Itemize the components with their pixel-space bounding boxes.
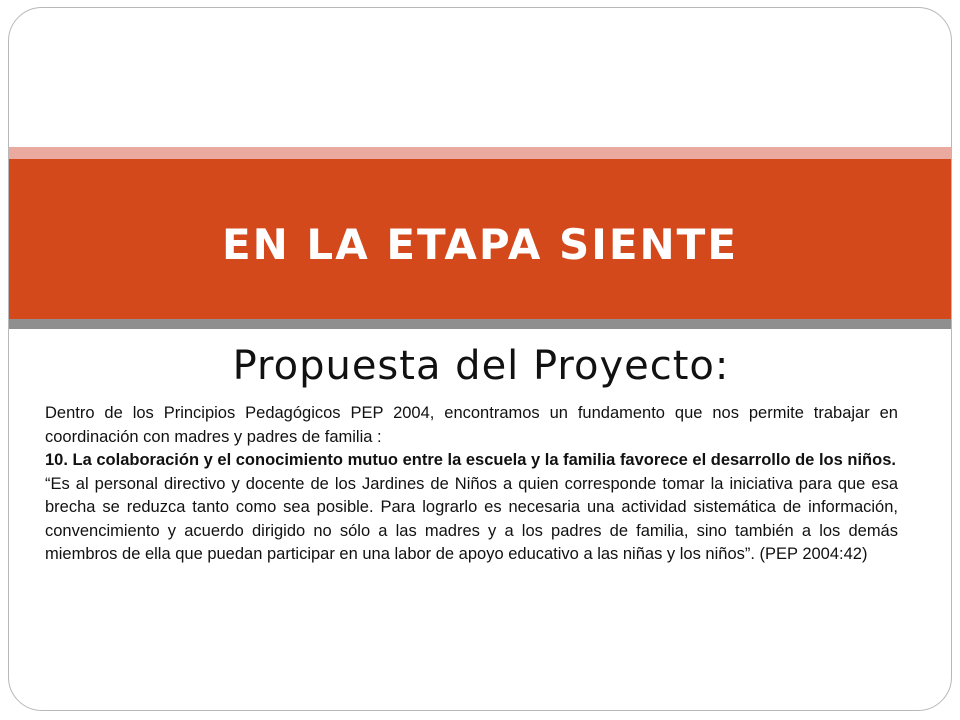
intro-paragraph: Dentro de los Principios Pedagógicos PEP 2004, encontramos un fundamento que nos permite trabajar en coordinación con madres y padres de familia : <box>45 404 898 446</box>
band-bottom-stripe <box>9 319 951 329</box>
quote-paragraph: “Es al personal directivo y docente de los Jardines de Niños a quien corresponde tomar la iniciativa para que esa brecha se reduzca tanto como sea posible. Para lograrlo es necesaria una actividad sistemática de información, convencimiento y acuerdo dirigido no sólo a las madres y a los padres de familia, sino también a los demás miembros de ella que puedan participar en una labor de apoyo educativo a las niñas y los niños”. (PEP 2004:42) <box>45 474 898 563</box>
slide-frame <box>8 7 952 711</box>
title-band <box>9 159 951 319</box>
body-text <box>45 402 898 567</box>
principle-paragraph: 10. La colaboración y el conocimiento mutuo entre la escuela y la familia favorece el desarrollo de los niños. <box>45 451 896 469</box>
slide-subtitle: Propuesta del Proyecto: <box>232 343 730 389</box>
slide-title: EN LA ETAPA SIENTE <box>221 219 739 269</box>
band-top-stripe <box>9 147 951 159</box>
